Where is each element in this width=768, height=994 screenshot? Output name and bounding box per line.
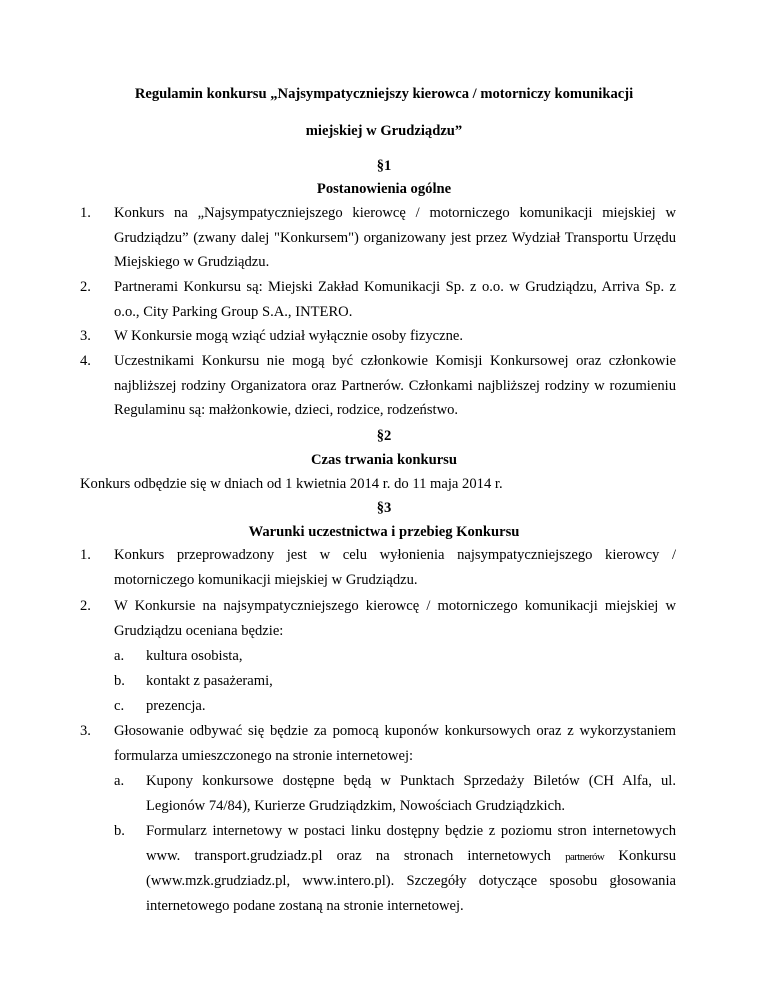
section-3-item-2 <box>80 594 676 643</box>
item-number: 1. <box>80 205 91 221</box>
sub-item-text-start: Formularz internetowy w postaci linku dostępny będzie z poziomu stron internetowych www. transport.grudziadz.pl oraz na stronach internetowych <box>146 823 676 864</box>
sub-item-text <box>114 819 676 918</box>
sub-item-letter: c. <box>114 698 125 714</box>
section-3-item-2-sub-a <box>114 644 676 669</box>
sub-item-letter: b. <box>114 823 125 839</box>
sub-item-text-end: Konkursu (www.mzk.grudziadz.pl, www.intero.pl). Szczegóły dotyczące sposobu głosowania internetowego podane zostaną na stronie internetowej. <box>146 847 676 914</box>
sub-item-letter: b. <box>114 673 125 689</box>
section-3-symbol: §3 <box>376 500 392 516</box>
section-3-item-1 <box>80 543 676 592</box>
item-number: 2. <box>80 598 91 614</box>
item-number: 2. <box>80 279 91 295</box>
document-title-line-1: Regulamin konkursu „Najsympatyczniejszy kierowca / motorniczy komunikacji <box>134 86 634 102</box>
section-3-item-3 <box>80 719 676 768</box>
section-1-symbol: §1 <box>376 158 392 174</box>
item-number: 1. <box>80 547 91 563</box>
item-text: Uczestnikami Konkursu nie mogą być członkowie Komisji Konkursowej oraz członkowie najbliższej rodziny Organizatora oraz Partnerów. Członkami najbliższej rodziny w rozumieniu Regulaminu są: małżonkowie, dzieci, rodzice, rodzeństwo. <box>114 353 676 418</box>
item-text: W Konkursie na najsympatyczniejszego kierowcę / motorniczego komunikacji miejskiej w Grudziądzu oceniana będzie: <box>114 598 676 639</box>
section-1-item-4 <box>80 349 676 423</box>
item-number: 3. <box>80 723 91 739</box>
section-2-heading: Czas trwania konkursu <box>311 452 457 468</box>
section-3-item-2-sub-b <box>114 669 676 694</box>
item-number: 3. <box>80 328 91 344</box>
item-text: Głosowanie odbywać się będzie za pomocą kuponów konkursowych oraz z wykorzystaniem formularza umieszczonego na stronie internetowej: <box>114 723 676 764</box>
section-1-heading: Postanowienia ogólne <box>316 181 452 197</box>
section-3-item-3-sub-a <box>114 769 676 818</box>
sub-item-text: Kupony konkursowe dostępne będą w Punktach Sprzedaży Biletów (CH Alfa, ul. Legionów 74/84), Kurierze Grudziądzkim, Nowościach Grudziądzkich. <box>146 773 676 814</box>
sub-item-text: kultura osobista, <box>146 648 243 664</box>
item-number: 4. <box>80 353 91 369</box>
section-1-item-1 <box>80 201 676 275</box>
sub-item-text: kontakt z pasażerami, <box>146 673 273 689</box>
section-3-heading: Warunki uczestnictwa i przebieg Konkursu <box>248 524 520 540</box>
sub-item-text-small: partnerów <box>565 850 605 863</box>
section-3-item-2-sub-c <box>114 694 676 719</box>
section-2-text: Konkurs odbędzie się w dniach od 1 kwietnia 2014 r. do 11 maja 2014 r. <box>80 476 503 492</box>
section-2-symbol: §2 <box>376 428 392 444</box>
item-text: W Konkursie mogą wziąć udział wyłącznie osoby fizyczne. <box>114 328 464 344</box>
sub-item-letter: a. <box>114 773 125 789</box>
section-3-item-3-sub-b <box>114 819 676 918</box>
document-title-line-2: miejskiej w Grudziądzu” <box>305 123 463 139</box>
item-text: Konkurs przeprowadzony jest w celu wyłonienia najsympatyczniejszego kierowcy / motorniczego komunikacji miejskiej w Grudziądzu. <box>114 547 676 588</box>
item-text: Konkurs na „Najsympatyczniejszego kierowcę / motorniczego komunikacji miejskiej w Grudziądzu” (zwany dalej "Konkursem") organizowany jest przez Wydział Transportu Urzędu Miejskiego w Grudziądzu. <box>114 205 676 270</box>
sub-item-text: prezencja. <box>146 698 206 714</box>
section-1-item-2 <box>80 275 676 324</box>
item-text: Partnerami Konkursu są: Miejski Zakład Komunikacji Sp. z o.o. w Grudziądzu, Arriva Sp. z o.o., City Parking Group S.A., INTERO. <box>114 279 676 320</box>
sub-item-letter: a. <box>114 648 125 664</box>
section-1-item-3 <box>80 324 676 349</box>
